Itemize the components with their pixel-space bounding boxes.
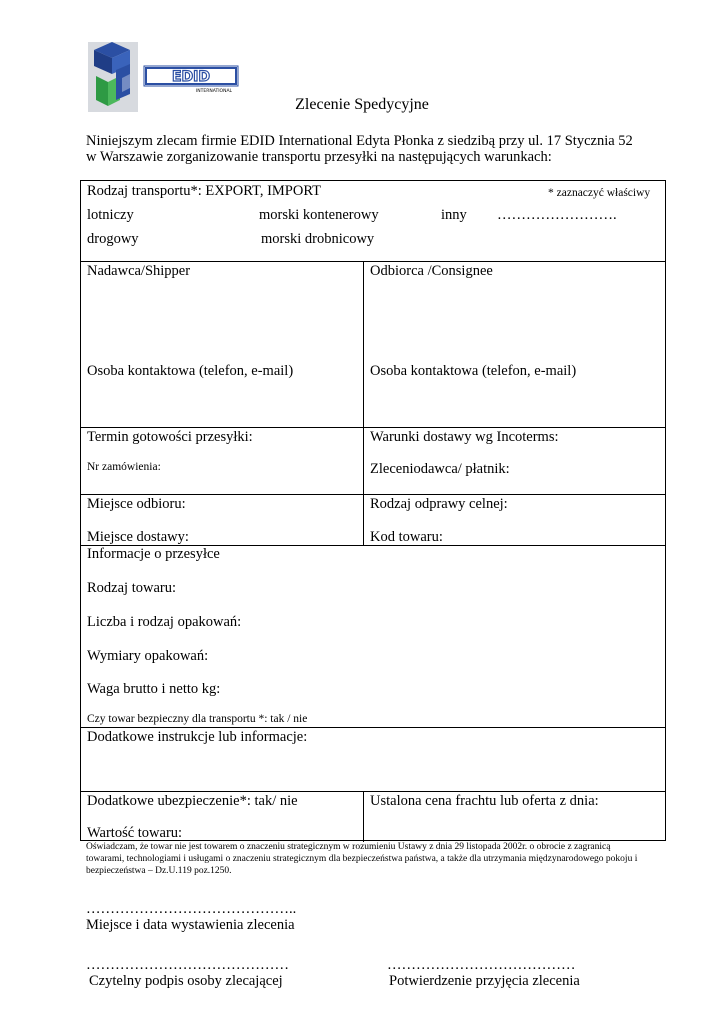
transport-type-label: Rodzaj transportu*: EXPORT, IMPORT xyxy=(87,183,322,199)
transport-other-blank: ……………………. xyxy=(497,207,617,223)
intro-line-1: Niniejszym zlecam firmie EDID International Edyta Płonka z siedzibą przy ul. 17 Stycznia 52 xyxy=(86,133,633,149)
transport-option-other[interactable]: inny xyxy=(441,207,467,223)
shipper-label: Nadawca/Shipper xyxy=(87,263,191,279)
logo-brand-text: EDID xyxy=(171,69,211,85)
extra-instructions-label: Dodatkowe instrukcje lub informacje: xyxy=(87,729,308,745)
transport-option-road[interactable]: drogowy xyxy=(87,231,139,247)
customs-clearance-label: Rodzaj odprawy celnej: xyxy=(370,496,508,512)
signature-label-confirmation: Potwierdzenie przyjęcia zlecenia xyxy=(389,973,580,989)
order-form-table xyxy=(80,180,666,841)
payer-label: Zleceniodawca/ płatnik: xyxy=(370,461,510,477)
transport-option-sea-container[interactable]: morski kontenerowy xyxy=(259,207,379,223)
signature-label-date: Miejsce i data wystawienia zlecenia xyxy=(86,917,295,933)
goods-value-label: Wartość towaru: xyxy=(87,825,183,841)
consignee-label: Odbiorca /Consignee xyxy=(370,263,493,279)
transport-option-air[interactable]: lotniczy xyxy=(87,207,134,223)
page-title: Zlecenie Spedycyjne xyxy=(295,96,429,113)
signature-line-confirmation: ………………………………… xyxy=(387,957,576,973)
signature-label-ordering: Czytelny podpis osoby zlecającej xyxy=(89,973,283,989)
order-number-label: Nr zamówienia: xyxy=(87,461,161,473)
declaration-footnote: Oświadczam, że towar nie jest towarem o znaczeniu strategicznym w rozumieniu Ustawy z dnia 29 listopada 2002r. o obrocie z zagranicą towarami, technologiami i usługami o znaczeniu strategicznym dla bezpieczeństwa państwa, a także dla utrzymania międzynarodowego pokoju i bezpieczeństwa – Dz.U.119 poz.1250. xyxy=(86,842,638,876)
delivery-place-label: Miejsce dostawy: xyxy=(87,529,189,545)
pickup-place-label: Miejsce odbioru: xyxy=(87,496,186,512)
goods-code-label: Kod towaru: xyxy=(370,529,443,545)
signature-line-ordering: …………………………………… xyxy=(86,957,289,973)
consignee-contact-label: Osoba kontaktowa (telefon, e-mail) xyxy=(370,363,577,379)
goods-type-label: Rodzaj towaru: xyxy=(87,580,176,596)
shipper-contact-label: Osoba kontaktowa (telefon, e-mail) xyxy=(87,363,294,379)
readiness-date-label: Termin gotowości przesyłki: xyxy=(87,429,253,445)
package-dimensions-label: Wymiary opakowań: xyxy=(87,648,209,664)
incoterms-label: Warunki dostawy wg Incoterms: xyxy=(370,429,559,445)
transport-option-sea-groupage[interactable]: morski drobnicowy xyxy=(261,231,375,247)
signature-line-date: …………………………………….. xyxy=(86,901,297,917)
insurance-label: Dodatkowe ubezpieczenie*: tak/ nie xyxy=(87,793,298,809)
weight-label: Waga brutto i netto kg: xyxy=(87,681,221,697)
dangerous-goods-label: Czy towar bezpieczny dla transportu *: tak / nie xyxy=(87,713,308,725)
package-count-label: Liczba i rodzaj opakowań: xyxy=(87,614,242,630)
logo-subtitle-text: INTERNATIONAL xyxy=(195,89,233,94)
intro-line-2: w Warszawie zorganizowanie transportu przesyłki na następujących warunkach: xyxy=(86,149,552,165)
freight-price-label: Ustalona cena frachtu lub oferta z dnia: xyxy=(370,793,599,809)
mark-appropriate-note: * zaznaczyć właściwy xyxy=(548,187,651,199)
cargo-info-label: Informacje o przesyłce xyxy=(87,546,220,562)
